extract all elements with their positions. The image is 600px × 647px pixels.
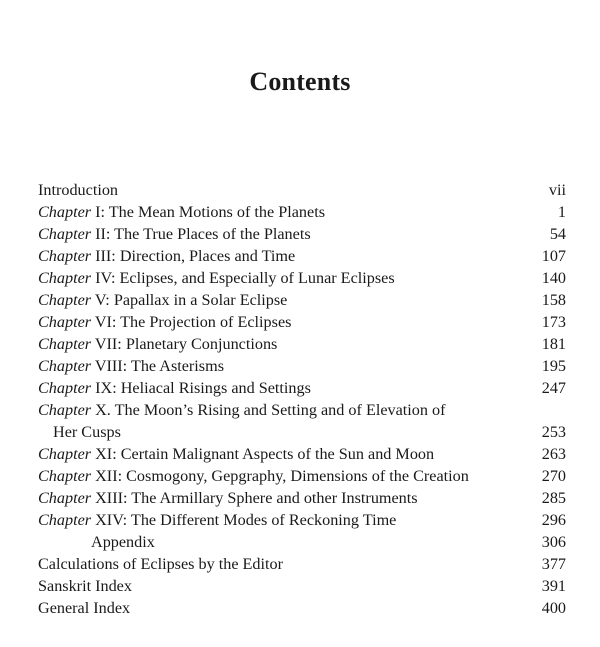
toc-entry-label: General Index bbox=[38, 599, 131, 617]
toc-entry-label: Chapter VI: The Projection of Eclipses bbox=[38, 313, 292, 331]
toc-page-number: 107 bbox=[541, 247, 566, 265]
toc-page-number: 263 bbox=[541, 445, 566, 463]
toc-page-number: 181 bbox=[541, 335, 566, 353]
toc-page-number: 285 bbox=[541, 489, 566, 507]
toc-entry-chapter-12 bbox=[38, 465, 566, 487]
toc-entry-label: Chapter XI: Certain Malignant Aspects of the Sun and Moon bbox=[38, 445, 435, 463]
toc-page-number: 158 bbox=[541, 291, 566, 309]
toc-entry-chapter-3 bbox=[38, 245, 566, 267]
toc-page-number: 140 bbox=[541, 269, 566, 287]
toc-entry-label: Calculations of Eclipses by the Editor bbox=[38, 555, 284, 573]
toc-page-number: 270 bbox=[541, 467, 566, 485]
toc-entry-label: Chapter XII: Cosmogony, Gepgraphy, Dimensions of the Creation bbox=[38, 467, 469, 485]
toc-page-number: 391 bbox=[541, 577, 566, 595]
toc-entry-chapter-11 bbox=[38, 443, 566, 465]
toc-entry-chapter-1 bbox=[38, 201, 566, 223]
toc-entry-chapter-10 bbox=[38, 399, 566, 421]
toc-entry-chapter-9 bbox=[38, 377, 566, 399]
toc-page-number: 195 bbox=[541, 357, 566, 375]
toc-entry-label: Appendix bbox=[91, 533, 155, 551]
page-title: Contents bbox=[249, 67, 351, 96]
toc-page-number: 173 bbox=[541, 313, 566, 331]
toc-entry-chapter-7 bbox=[38, 333, 566, 355]
toc-entry-label: Chapter VII: Planetary Conjunctions bbox=[38, 335, 278, 353]
toc-entry-calculations bbox=[38, 553, 566, 575]
toc-entry-label: Chapter IX: Heliacal Risings and Settings bbox=[38, 379, 311, 397]
toc-entry-label: Chapter XIII: The Armillary Sphere and other Instruments bbox=[38, 489, 418, 507]
toc-entry-chapter-5 bbox=[38, 289, 566, 311]
toc-page-number: 54 bbox=[549, 225, 566, 243]
toc-entry-label: Chapter X. The Moon’s Rising and Setting and of Elevation of bbox=[38, 401, 446, 419]
toc-page-number: 1 bbox=[557, 203, 566, 221]
toc-page-number: 247 bbox=[541, 379, 566, 397]
toc-entry-label: Chapter I: The Mean Motions of the Planets bbox=[38, 203, 325, 221]
toc-entry-chapter-6 bbox=[38, 311, 566, 333]
toc-page-number: 253 bbox=[541, 423, 566, 441]
toc-entry-chapter-14 bbox=[38, 509, 566, 531]
toc-entry-label: Chapter V: Papallax in a Solar Eclipse bbox=[38, 291, 288, 309]
table-of-contents bbox=[38, 179, 566, 619]
toc-entry-sanskrit-index bbox=[38, 575, 566, 597]
toc-entry-label: Chapter XIV: The Different Modes of Reckoning Time bbox=[38, 511, 397, 529]
toc-entry-label: Chapter IV: Eclipses, and Especially of Lunar Eclipses bbox=[38, 269, 395, 287]
toc-page-number: 296 bbox=[541, 511, 566, 529]
toc-page-number: 377 bbox=[541, 555, 566, 573]
toc-entry-label: Her Cusps bbox=[53, 423, 121, 441]
toc-entry-label: Sanskrit Index bbox=[38, 577, 132, 595]
toc-entry-chapter-10-continued bbox=[38, 421, 566, 443]
toc-page-number: 400 bbox=[541, 599, 566, 617]
toc-page-number: 306 bbox=[541, 533, 566, 551]
toc-entry-label: Chapter III: Direction, Places and Time bbox=[38, 247, 296, 265]
toc-entry-chapter-4 bbox=[38, 267, 566, 289]
toc-entry-label: Introduction bbox=[38, 181, 119, 199]
toc-entry-chapter-8 bbox=[38, 355, 566, 377]
toc-entry-general-index bbox=[38, 597, 566, 619]
toc-page-number: vii bbox=[548, 181, 566, 199]
toc-entry-introduction bbox=[38, 179, 566, 201]
toc-entry-label: Chapter II: The True Places of the Planets bbox=[38, 225, 311, 243]
toc-entry-chapter-2 bbox=[38, 223, 566, 245]
toc-entry-chapter-13 bbox=[38, 487, 566, 509]
toc-entry-appendix bbox=[38, 531, 566, 553]
toc-entry-label: Chapter VIII: The Asterisms bbox=[38, 357, 224, 375]
